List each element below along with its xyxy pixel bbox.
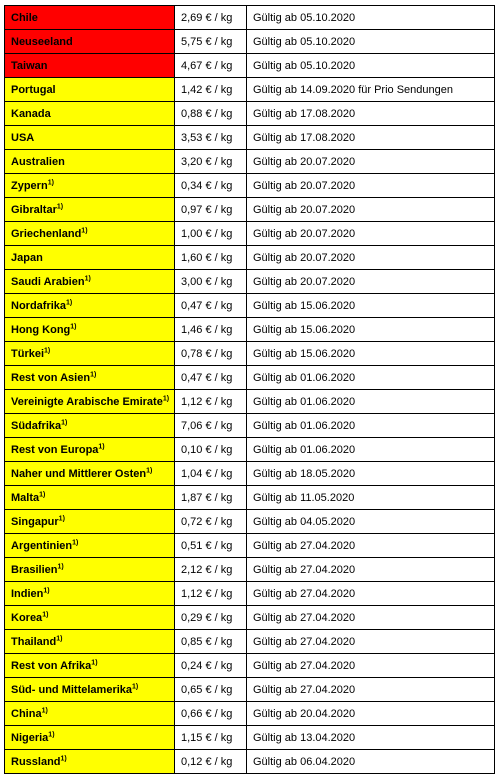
price-cell: 5,75 € / kg: [175, 30, 247, 54]
footnote-marker: 1): [70, 322, 77, 330]
country-cell: [5, 246, 175, 270]
validity-cell: Gültig ab 20.07.2020: [247, 222, 495, 246]
table-row: [5, 366, 495, 390]
footnote-marker: 1): [42, 610, 49, 618]
footnote-marker: 1): [146, 466, 153, 474]
country-cell: [5, 318, 175, 342]
price-cell: 0,47 € / kg: [175, 366, 247, 390]
table-row: [5, 654, 495, 678]
country-cell: [5, 222, 175, 246]
country-name: Gibraltar: [11, 203, 57, 216]
country-name: Indien: [11, 587, 44, 600]
table-row: [5, 414, 495, 438]
table-row: [5, 702, 495, 726]
price-cell: 1,12 € / kg: [175, 390, 247, 414]
country-name: Nigeria: [11, 731, 49, 744]
table-row: [5, 174, 495, 198]
validity-cell: Gültig ab 01.06.2020: [247, 366, 495, 390]
validity-cell: Gültig ab 27.04.2020: [247, 534, 495, 558]
validity-cell: Gültig ab 01.06.2020: [247, 438, 495, 462]
footnote-marker: 1): [90, 370, 97, 378]
table-row: [5, 150, 495, 174]
footnote-marker: 1): [84, 274, 91, 282]
country-name: Saudi Arabien: [11, 275, 85, 288]
country-cell: [5, 702, 175, 726]
country-cell: [5, 390, 175, 414]
table-row: [5, 126, 495, 150]
country-name: Singapur: [11, 515, 59, 528]
footnote-marker: 1): [57, 562, 64, 570]
country-cell: [5, 654, 175, 678]
price-cell: 0,24 € / kg: [175, 654, 247, 678]
country-name: Japan: [11, 251, 43, 264]
country-name: Rest von Afrika: [11, 659, 92, 672]
validity-cell: Gültig ab 27.04.2020: [247, 606, 495, 630]
validity-cell: Gültig ab 27.04.2020: [247, 678, 495, 702]
price-cell: 0,72 € / kg: [175, 510, 247, 534]
country-name: Kanada: [11, 107, 51, 120]
table-row: [5, 246, 495, 270]
country-cell: [5, 294, 175, 318]
validity-cell: Gültig ab 11.05.2020: [247, 486, 495, 510]
price-cell: 0,34 € / kg: [175, 174, 247, 198]
footnote-marker: 1): [98, 442, 105, 450]
country-cell: [5, 126, 175, 150]
country-name: Naher und Mittlerer Osten: [11, 467, 147, 480]
country-cell: [5, 174, 175, 198]
validity-cell: Gültig ab 13.04.2020: [247, 726, 495, 750]
country-name: Süd- und Mittelamerika: [11, 683, 133, 696]
country-name: Hong Kong: [11, 323, 71, 336]
footnote-marker: 1): [47, 178, 54, 186]
country-name: Neuseeland: [11, 35, 73, 48]
country-name: Taiwan: [11, 59, 48, 72]
validity-cell: Gültig ab 20.04.2020: [247, 702, 495, 726]
table-row: [5, 222, 495, 246]
validity-cell: Gültig ab 20.07.2020: [247, 150, 495, 174]
footnote-marker: 1): [61, 418, 68, 426]
country-cell: [5, 630, 175, 654]
surcharge-table: [4, 5, 495, 774]
validity-cell: Gültig ab 05.10.2020: [247, 30, 495, 54]
validity-cell: Gültig ab 27.04.2020: [247, 558, 495, 582]
footnote-marker: 1): [72, 538, 79, 546]
table-row: [5, 486, 495, 510]
table-row: [5, 678, 495, 702]
footnote-marker: 1): [43, 586, 50, 594]
price-cell: 0,88 € / kg: [175, 102, 247, 126]
country-name: Griechenland: [11, 227, 82, 240]
footnote-marker: 1): [66, 298, 73, 306]
validity-cell: Gültig ab 05.10.2020: [247, 6, 495, 30]
country-cell: [5, 78, 175, 102]
table-row: [5, 342, 495, 366]
footnote-marker: 1): [56, 634, 63, 642]
country-cell: [5, 534, 175, 558]
price-cell: 0,10 € / kg: [175, 438, 247, 462]
table-row: [5, 270, 495, 294]
table-row: [5, 462, 495, 486]
price-cell: 0,66 € / kg: [175, 702, 247, 726]
price-cell: 1,46 € / kg: [175, 318, 247, 342]
country-cell: [5, 582, 175, 606]
country-cell: [5, 414, 175, 438]
table-row: [5, 318, 495, 342]
country-cell: [5, 558, 175, 582]
price-cell: 1,15 € / kg: [175, 726, 247, 750]
table-row: [5, 78, 495, 102]
country-name: Korea: [11, 611, 43, 624]
country-name: China: [11, 707, 42, 720]
country-cell: [5, 486, 175, 510]
country-name: Südafrika: [11, 419, 62, 432]
table-row: [5, 630, 495, 654]
country-name: Thailand: [11, 635, 57, 648]
country-cell: [5, 462, 175, 486]
footnote-marker: 1): [132, 682, 139, 690]
table-row: [5, 6, 495, 30]
validity-cell: Gültig ab 06.04.2020: [247, 750, 495, 774]
country-cell: [5, 438, 175, 462]
validity-cell: Gültig ab 17.08.2020: [247, 102, 495, 126]
table-row: [5, 102, 495, 126]
validity-cell: Gültig ab 17.08.2020: [247, 126, 495, 150]
country-cell: [5, 750, 175, 774]
price-cell: 3,00 € / kg: [175, 270, 247, 294]
price-cell: 0,65 € / kg: [175, 678, 247, 702]
country-cell: [5, 678, 175, 702]
validity-cell: Gültig ab 14.09.2020 für Prio Sendungen: [247, 78, 495, 102]
country-cell: [5, 198, 175, 222]
country-cell: [5, 726, 175, 750]
validity-cell: Gültig ab 01.06.2020: [247, 414, 495, 438]
validity-cell: Gültig ab 15.06.2020: [247, 294, 495, 318]
validity-cell: Gültig ab 27.04.2020: [247, 630, 495, 654]
validity-cell: Gültig ab 04.05.2020: [247, 510, 495, 534]
surcharge-table-body: [5, 6, 495, 774]
validity-cell: Gültig ab 01.06.2020: [247, 390, 495, 414]
footnote-marker: 1): [48, 730, 55, 738]
footnote-marker: 1): [60, 754, 67, 762]
price-cell: 0,29 € / kg: [175, 606, 247, 630]
country-name: USA: [11, 131, 35, 144]
price-cell: 1,04 € / kg: [175, 462, 247, 486]
country-name: Australien: [11, 155, 65, 168]
validity-cell: Gültig ab 05.10.2020: [247, 54, 495, 78]
country-cell: [5, 54, 175, 78]
country-cell: [5, 102, 175, 126]
country-cell: [5, 342, 175, 366]
validity-cell: Gültig ab 18.05.2020: [247, 462, 495, 486]
table-row: [5, 510, 495, 534]
country-name: Zypern: [11, 179, 48, 192]
table-row: [5, 750, 495, 774]
table-row: [5, 30, 495, 54]
country-cell: [5, 150, 175, 174]
price-cell: 1,60 € / kg: [175, 246, 247, 270]
table-row: [5, 54, 495, 78]
footnote-marker: 1): [81, 226, 88, 234]
price-cell: 0,12 € / kg: [175, 750, 247, 774]
validity-cell: Gültig ab 15.06.2020: [247, 318, 495, 342]
table-row: [5, 582, 495, 606]
table-row: [5, 198, 495, 222]
footnote-marker: 1): [41, 706, 48, 714]
country-name: Rest von Asien: [11, 371, 91, 384]
validity-cell: Gültig ab 20.07.2020: [247, 270, 495, 294]
country-name: Vereinigte Arabische Emirate: [11, 395, 163, 408]
validity-cell: Gültig ab 27.04.2020: [247, 654, 495, 678]
price-cell: 1,12 € / kg: [175, 582, 247, 606]
price-cell: 0,47 € / kg: [175, 294, 247, 318]
table-row: [5, 606, 495, 630]
country-name: Rest von Europa: [11, 443, 99, 456]
table-row: [5, 390, 495, 414]
price-cell: 0,51 € / kg: [175, 534, 247, 558]
price-cell: 1,87 € / kg: [175, 486, 247, 510]
country-name: Türkei: [11, 347, 45, 360]
table-row: [5, 534, 495, 558]
country-name: Russland: [11, 755, 61, 768]
price-cell: 7,06 € / kg: [175, 414, 247, 438]
price-cell: 0,97 € / kg: [175, 198, 247, 222]
table-row: [5, 558, 495, 582]
price-cell: 1,42 € / kg: [175, 78, 247, 102]
country-cell: [5, 6, 175, 30]
price-cell: 3,20 € / kg: [175, 150, 247, 174]
country-name: Brasilien: [11, 563, 58, 576]
country-name: Argentinien: [11, 539, 73, 552]
table-row: [5, 726, 495, 750]
validity-cell: Gültig ab 15.06.2020: [247, 342, 495, 366]
footnote-marker: 1): [44, 346, 51, 354]
validity-cell: Gültig ab 27.04.2020: [247, 582, 495, 606]
table-row: [5, 294, 495, 318]
country-cell: [5, 606, 175, 630]
footnote-marker: 1): [162, 394, 170, 402]
footnote-marker: 1): [39, 490, 46, 498]
price-cell: 0,78 € / kg: [175, 342, 247, 366]
validity-cell: Gültig ab 20.07.2020: [247, 174, 495, 198]
price-cell: 2,12 € / kg: [175, 558, 247, 582]
country-name: Nordafrika: [11, 299, 67, 312]
table-row: [5, 438, 495, 462]
validity-cell: Gültig ab 20.07.2020: [247, 246, 495, 270]
footnote-marker: 1): [58, 514, 65, 522]
price-cell: 3,53 € / kg: [175, 126, 247, 150]
country-name: Portugal: [11, 83, 56, 96]
price-cell: 4,67 € / kg: [175, 54, 247, 78]
footnote-marker: 1): [56, 202, 64, 210]
country-cell: [5, 366, 175, 390]
price-cell: 1,00 € / kg: [175, 222, 247, 246]
price-cell: 0,85 € / kg: [175, 630, 247, 654]
country-name: Malta: [11, 491, 40, 504]
country-name: Chile: [11, 11, 38, 24]
price-cell: 2,69 € / kg: [175, 6, 247, 30]
country-cell: [5, 510, 175, 534]
country-cell: [5, 270, 175, 294]
validity-cell: Gültig ab 20.07.2020: [247, 198, 495, 222]
footnote-marker: 1): [91, 658, 98, 666]
country-cell: [5, 30, 175, 54]
